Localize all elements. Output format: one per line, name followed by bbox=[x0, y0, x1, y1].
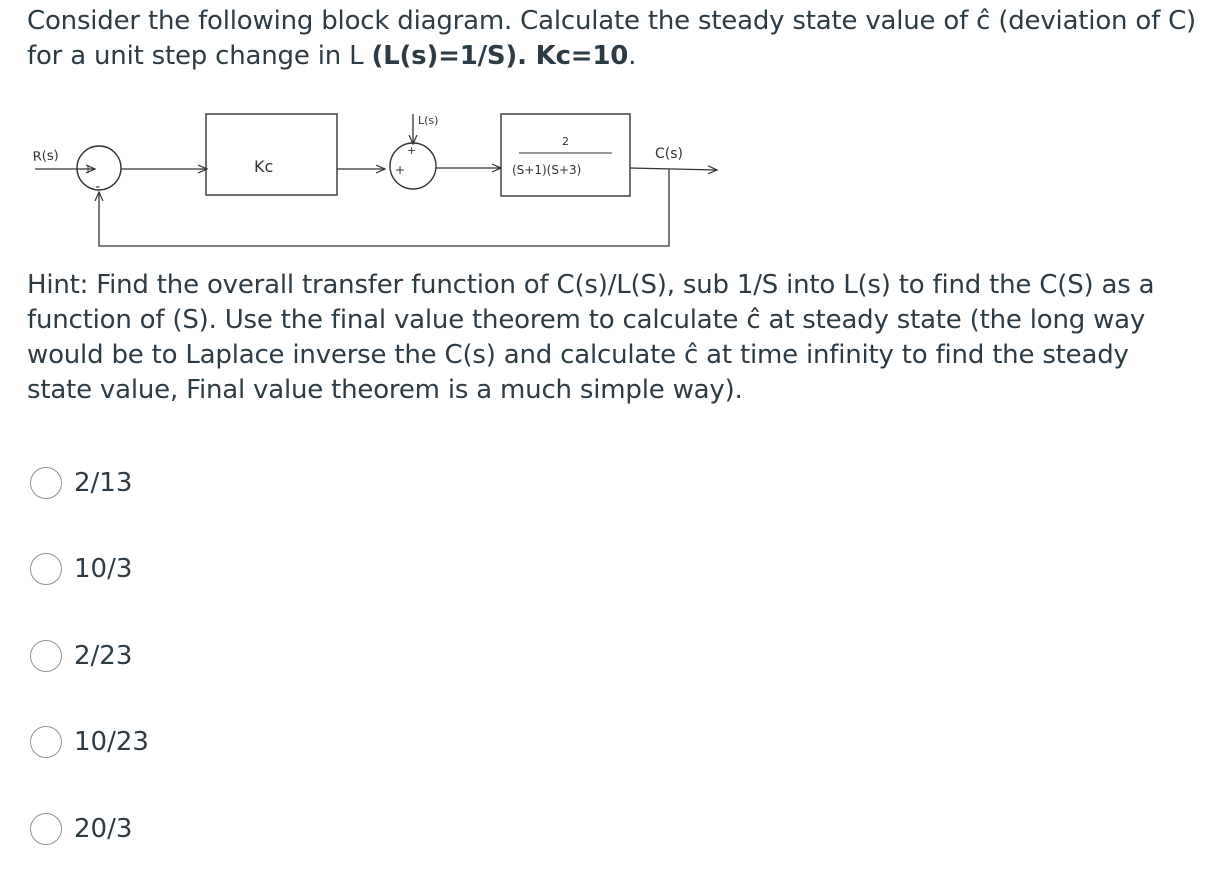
answer-label: 10/3 bbox=[74, 554, 133, 584]
answer-option[interactable] bbox=[30, 719, 149, 765]
question-bold-condition: (L(s)=1/S). Kc=10 bbox=[371, 41, 629, 71]
c-hat-symbol: ĉ bbox=[684, 340, 699, 370]
controller-block bbox=[206, 114, 337, 195]
plant-block bbox=[501, 114, 630, 196]
hint-part-2: at steady state (the long way would be to Laplace inverse the C(s) and calculate bbox=[27, 305, 1146, 370]
feedback-path bbox=[99, 169, 669, 246]
hint-part-1: Hint: Find the overall transfer function of C(s)/L(S), sub 1/S into L(s) to find the C(S) as a function of (S). Use the final value theorem to calculate bbox=[27, 270, 1155, 335]
output-label: C(s) bbox=[655, 146, 683, 162]
answer-label: 2/13 bbox=[74, 468, 133, 498]
sum2-plus-top: + bbox=[407, 144, 417, 157]
sum1-minus-sign: - bbox=[95, 179, 101, 195]
disturbance-label: L(s) bbox=[418, 114, 439, 127]
answer-label: 2/23 bbox=[74, 641, 133, 671]
hint-part-3: at time infinity to find the steady state value, Final value theorem is a much simple way). bbox=[27, 340, 1129, 405]
c-hat-symbol: ĉ bbox=[746, 305, 761, 335]
radio-button[interactable] bbox=[30, 813, 62, 845]
plant-numerator: 2 bbox=[562, 135, 569, 148]
answer-label: 10/23 bbox=[74, 727, 149, 757]
question-text bbox=[27, 4, 1197, 74]
hint-text bbox=[27, 268, 1197, 408]
radio-button[interactable] bbox=[30, 640, 62, 672]
question-suffix: . bbox=[628, 41, 637, 71]
c-hat-symbol: ĉ bbox=[976, 6, 991, 36]
block-diagram bbox=[27, 100, 757, 260]
sum2-plus-left: + bbox=[395, 163, 406, 177]
question-prefix: Consider the following block diagram. Calculate the steady state value of bbox=[27, 6, 977, 36]
answer-option[interactable] bbox=[30, 806, 132, 852]
answer-option[interactable] bbox=[30, 546, 132, 592]
answer-option[interactable] bbox=[30, 460, 132, 506]
question-middle: (deviation of C) for a unit step change in L bbox=[27, 6, 1196, 71]
input-label: R(s) bbox=[32, 148, 60, 165]
output-line bbox=[630, 168, 717, 170]
plant-denominator: (S+1)(S+3) bbox=[512, 163, 582, 177]
controller-label: Kc bbox=[254, 157, 274, 176]
radio-button[interactable] bbox=[30, 467, 62, 499]
radio-button[interactable] bbox=[30, 726, 62, 758]
answer-option[interactable] bbox=[30, 633, 132, 679]
sum1-plus-sign: + bbox=[83, 162, 94, 176]
radio-button[interactable] bbox=[30, 553, 62, 585]
answer-label: 20/3 bbox=[74, 814, 133, 844]
